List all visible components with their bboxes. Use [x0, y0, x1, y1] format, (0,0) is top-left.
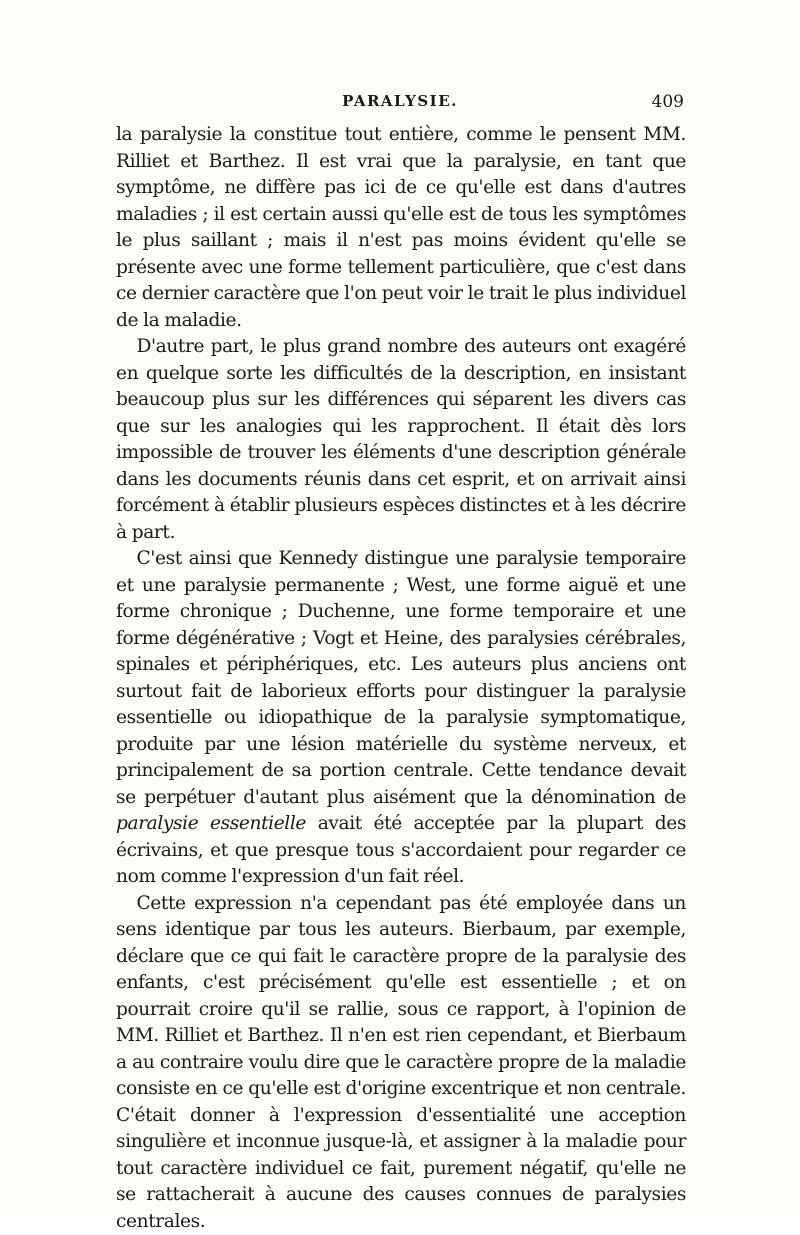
paragraph-3-text-after: avait été acceptée par la plupart des écrivains, et que presque tous s'accordaient pour regarder ce nom comme l'expression d'un fait réel.: [116, 813, 686, 887]
paragraph-1: la paralysie la constitue tout entière, comme le pensent MM. Rilliet et Barthez. Il est vrai que la paralysie, en tant que symptôme, ne diffère pas ici de ce qu'elle est dans d'autres maladies ; il est certain aussi qu'elle est de tous les symptômes le plus saillant ; mais il n'est pas moins évident qu'elle se présente avec une forme tellement particulière, que c'est dans ce dernier caractère que l'on peut voir le trait le plus individuel de la maladie.: [116, 122, 686, 334]
emphasized-term: paralysie essentielle: [116, 813, 306, 834]
page-number: 409: [652, 92, 684, 112]
paragraph-4: Cette expression n'a cependant pas été employée dans un sens identique par tous les auteurs. Bierbaum, par exemple, déclare que ce qui fait le caractère propre de la paralysie des enfants, c'est précisément qu'elle est essentielle ; et on pourrait croire qu'il se rallie, sous ce rapport, à l'opinion de MM. Rilliet et Barthez. Il n'en est rien cependant, et Bierbaum a au contraire voulu dire que le caractère propre de la maladie consiste en ce qu'elle est d'origine excentrique et non centrale. C'était donner à l'expression d'essentialité une acception singulière et inconnue jusque-là, et assigner à la maladie pour tout caractère individuel ce fait, purement négatif, qu'elle ne se rattacherait à aucune des causes connues de paralysies centrales.: [116, 891, 686, 1235]
body-text: [116, 122, 686, 1235]
paragraph-2: D'autre part, le plus grand nombre des auteurs ont exagéré en quelque sorte les difficultés de la description, en insistant beaucoup plus sur les différences qui séparent les divers cas que sur les analogies qui les rapprochent. Il était dès lors impossible de trouver les éléments d'une description générale dans les documents réunis dans cet esprit, et on arrivait ainsi forcément à établir plusieurs espèces distinctes et à les décrire à part.: [116, 334, 686, 546]
running-head: [116, 92, 684, 116]
paragraph-3: [116, 546, 686, 891]
paragraph-3-text-before: C'est ainsi que Kennedy distingue une paralysie temporaire et une paralysie permanente ; West, une forme aiguë et une forme chronique ; Duchenne, une forme temporaire et une forme dégénérative ; Vogt et Heine, des paralysies cérébrales, spinales et périphériques, etc. Les auteurs plus anciens ont surtout fait de laborieux efforts pour distinguer la paralysie essentielle ou idiopathique de la paralysie symptomatique, produite par une lésion matérielle du système nerveux, et principalement de sa portion centrale. Cette tendance devait se perpétuer d'autant plus aisément que la dénomination de: [116, 548, 686, 808]
running-title: PARALYSIE.: [116, 92, 684, 110]
